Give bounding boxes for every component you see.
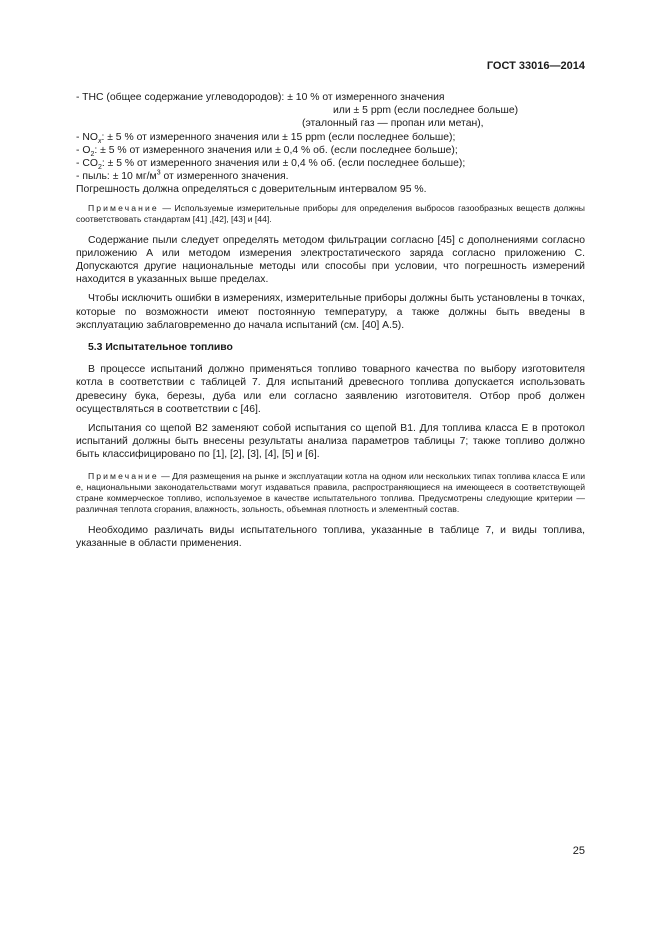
paragraph-final: Необходимо различать виды испытательного топлива, указанные в таблице 7, и виды топлива, указанные в области применения. [76, 524, 585, 549]
note-instruments: Примечание — Используемые измерительные приборы для определения выбросов газообразных веществ должны соответствовать стандартам [41] ,[42], [43] и [44]. [76, 202, 585, 224]
paragraph-dust: Содержание пыли следует определять методом фильтрации согласно [45] с дополнениями согласно приложению А или методом измерения электростатического заряда согласно приложению С. Допускаются другие национальные методы или способы при условии, что погрешность измерений находится в указанных выше пределах. [76, 234, 585, 286]
list-item-thc-cont2: (эталонный газ — пропан или метан), [302, 118, 484, 130]
page-content [76, 91, 585, 550]
paragraph-chips: Испытания со щепой В2 заменяют собой испытания со щепой В1. Для топлива класса Е в протокол испытаний должны быть внесены результаты анализа параметров таблицы 7; также топливо должно быть классифицировано по [1], [2], [3], [4], [5] и [6]. [76, 423, 585, 461]
list-item-o2: - $O_2$: ± 5 % от измеренного значения или ± 0,4 % об. (если последнее больше); [76, 144, 458, 158]
list-item-dust: - пыль: ± 10 $мг/м^3$ от измеренного значения. [76, 169, 289, 183]
page-number: 25 [572, 845, 585, 857]
list-item-thc: - THC (общее содержание углеводородов): ± 10 % от измеренного значения [76, 92, 445, 103]
note-market: Примечание — Для размещения на рынке и эксплуатации котла на одном или нескольких типах топлива класса Е или е, национальными законодательствами могут издаваться правила, распространяющиеся на имеющееся в соответствующей стране коммерческое топливо, используемое в качестве испытательного топлива. Предусмотрены следующие критерии — различная теплота сгорания, влажность, зольность, объемная плотность и элементный состав. [76, 470, 585, 514]
list-item-co2: - $CO_2$: ± 5 % от измеренного значения или ± 0,4 % об. (если последнее больше); [76, 158, 466, 172]
paragraph-errors: Чтобы исключить ошибки в измерениях, измерительные приборы должны быть установлены в точках, которые по возможности имеют постоянную температуру, а также должны быть введены в эксплуатацию заблаговременно до начала испытаний (см. [40] А.5). [76, 293, 585, 331]
section-title: 5.3 Испытательное топливо [88, 342, 233, 354]
list-item-thc-cont: или ± 5 ppm (если последнее больше) [333, 105, 519, 117]
accuracy-statement: Погрешность должна определяться с доверительным интервалом 95 %. [76, 184, 427, 196]
document-code: ГОСТ 33016—2014 [486, 60, 585, 72]
list-item-nox: - $NO_x$: ± 5 % от измеренного значения или ± 15 ppm (если последнее больше); [76, 131, 456, 145]
paragraph-fuel: В процессе испытаний должно применяться топливо товарного качества по выбору изготовителя котла в соответствии с таблицей 7. Для испытаний древесного топлива допускается использовать древесину бука, березы, дуба или ели согласно заявлению изготовителя. Отбор проб должен осуществляться в соответствии с [46]. [76, 364, 585, 415]
